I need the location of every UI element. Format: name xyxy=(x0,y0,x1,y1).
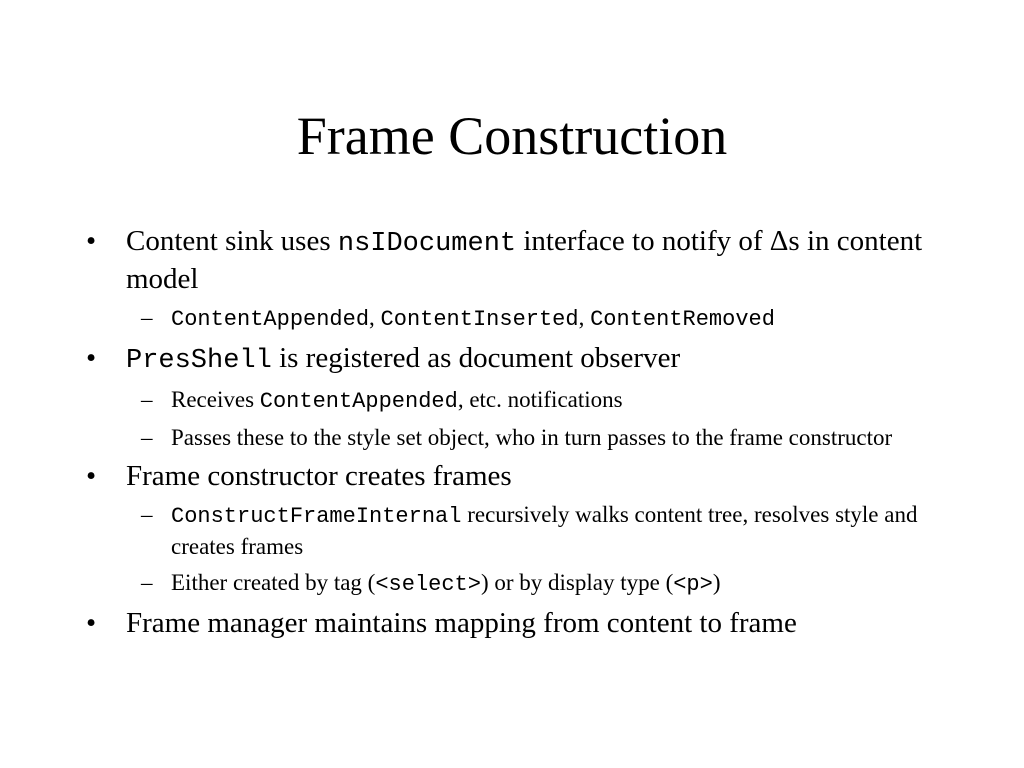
dash-marker: – xyxy=(141,570,153,595)
slide-title: Frame Construction xyxy=(296,106,728,166)
slide-body xyxy=(86,224,966,647)
delta-symbol: Δ xyxy=(769,225,789,257)
subbullet-passes xyxy=(86,423,966,453)
dash-marker: – xyxy=(141,502,153,527)
subbullet-text: Either created by tag ( xyxy=(171,570,376,595)
subbullet-created-by-tag xyxy=(86,568,966,600)
bullet-frame-manager xyxy=(86,606,966,641)
bullet-text: Frame manager maintains mapping from content to frame xyxy=(126,607,797,639)
bullet-marker: • xyxy=(86,607,97,639)
subbullet-content-events xyxy=(86,303,966,335)
subbullet-receives xyxy=(86,385,966,417)
code-constructframeinternal: ConstructFrameInternal xyxy=(171,504,462,529)
subbullet-text: recursively walks content tree, resolves style and creates frames xyxy=(171,502,918,559)
bullet-text: s in content model xyxy=(126,225,923,295)
subbullet-construct-frame xyxy=(86,500,966,562)
code-contentappended: ContentAppended xyxy=(171,307,370,332)
code-nsidocument: nsIDocument xyxy=(337,229,517,259)
dash-marker: – xyxy=(141,425,153,450)
subbullet-text: ) or by display type ( xyxy=(480,570,674,595)
code-p-tag: <p> xyxy=(673,572,713,597)
subbullet-text: ) xyxy=(712,570,721,595)
subbullet-text: , xyxy=(578,305,591,330)
bullet-presshell xyxy=(86,341,966,379)
subbullet-text: Passes these to the style set object, who in turn passes to the frame constructor xyxy=(171,425,893,450)
bullet-marker: • xyxy=(86,225,97,257)
dash-marker: – xyxy=(141,305,153,330)
dash-marker: – xyxy=(141,387,153,412)
bullet-text: interface to notify of xyxy=(516,225,770,257)
bullet-text: is registered as document observer xyxy=(271,342,681,374)
bullet-text: Frame constructor creates frames xyxy=(126,460,512,492)
code-presshell: PresShell xyxy=(126,346,272,376)
code-select-tag: <select> xyxy=(375,572,481,597)
subbullet-text: , xyxy=(369,305,381,330)
code-contentinserted: ContentInserted xyxy=(380,307,579,332)
bullet-content-sink xyxy=(86,224,966,297)
bullet-marker: • xyxy=(86,460,97,492)
bullet-text: Content sink uses xyxy=(126,225,338,257)
subbullet-text: Receives xyxy=(171,387,260,412)
code-contentremoved: ContentRemoved xyxy=(590,307,775,332)
code-contentappended: ContentAppended xyxy=(259,389,458,414)
bullet-frame-constructor xyxy=(86,459,966,494)
bullet-marker: • xyxy=(86,342,97,374)
subbullet-text: , etc. notifications xyxy=(457,387,623,412)
